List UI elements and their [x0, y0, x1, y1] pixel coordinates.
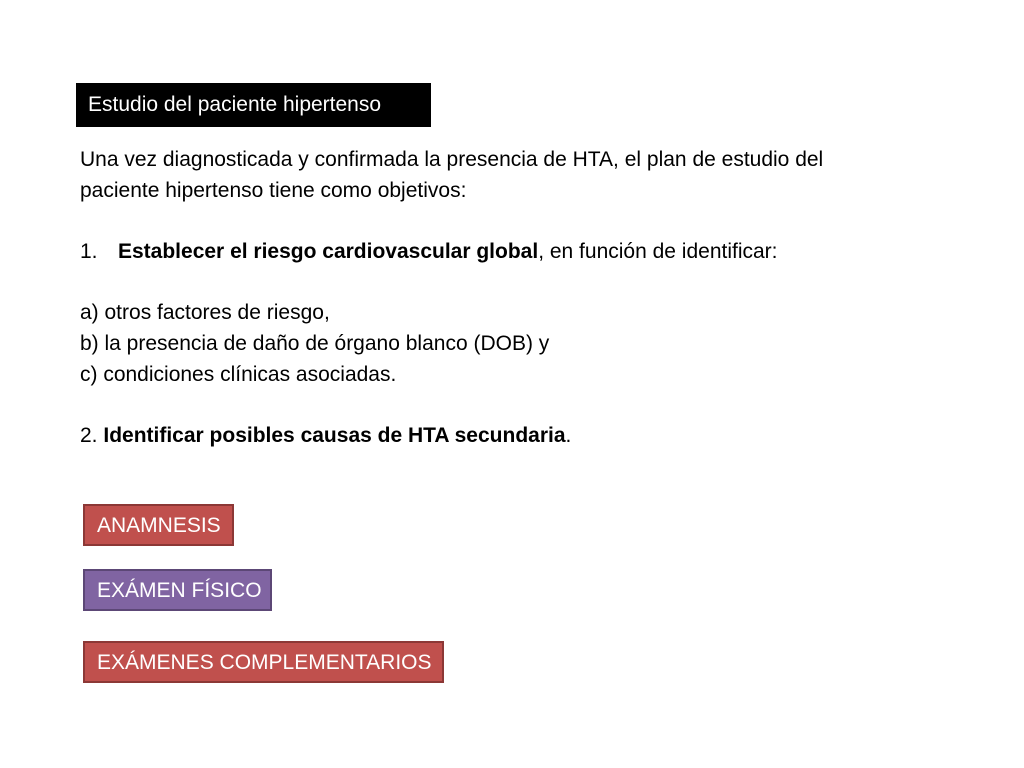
objective-1-number: 1. — [80, 240, 98, 263]
objective-2 — [80, 420, 980, 451]
objective-1-rest: , en función de identificar: — [538, 240, 778, 263]
intro-line-1: Una vez diagnosticada y confirmada la presencia de HTA, el plan de estudio del — [80, 148, 824, 171]
slide-title: Estudio del paciente hipertenso — [76, 83, 431, 127]
anamnesis-button[interactable]: ANAMNESIS — [83, 504, 234, 546]
objective-1 — [80, 236, 980, 267]
objective-2-rest: . — [565, 424, 572, 447]
sub-item-c: c) condiciones clínicas asociadas. — [80, 363, 397, 386]
objective-2-bold: Identificar posibles causas de HTA secundaria — [103, 424, 566, 447]
examen-fisico-button[interactable]: EXÁMEN FÍSICO — [83, 569, 272, 611]
sub-item-b: b) la presencia de daño de órgano blanco (DOB) y — [80, 332, 550, 355]
sub-item-a: a) otros factores de riesgo, — [80, 301, 330, 324]
objective-1-bold: Establecer el riesgo cardiovascular global — [118, 240, 539, 263]
slide-body — [80, 144, 980, 451]
examenes-complementarios-button[interactable]: EXÁMENES COMPLEMENTARIOS — [83, 641, 444, 683]
intro-line-2: paciente hipertenso tiene como objetivos: — [80, 179, 467, 202]
objective-2-number: 2. — [80, 424, 104, 447]
